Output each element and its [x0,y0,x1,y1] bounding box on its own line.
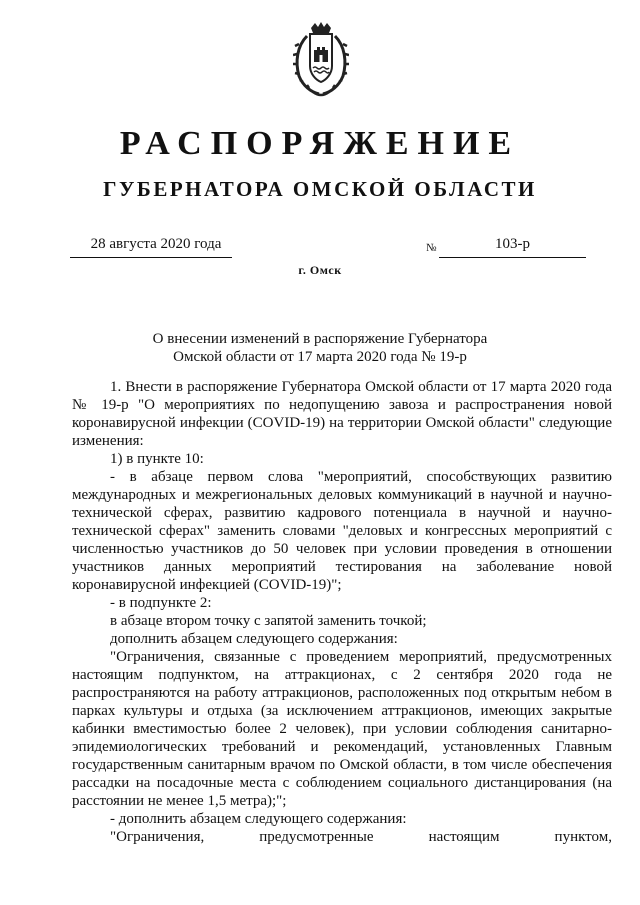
body-paragraph: 1. Внести в распоряжение Губернатора Омской области от 17 марта 2020 года № 19-р "О мероприятиях по недопущению завоза и распространения новой коронавирусной инфекции (COVID-19) на территории Омской области" следующие изменения: [72,379,612,449]
body-paragraph: 1) в пункте 10: [110,451,204,467]
document-number: 103-р [439,234,586,258]
document-city: г. Омск [298,263,342,277]
body-paragraph: - в подпункте 2: [110,595,212,611]
number-sign: № [426,242,437,254]
body-paragraph: "Ограничения, предусмотренные настоящим пунктом, [110,829,612,845]
body-paragraph: в абзаце втором точку с запятой заменить точкой; [110,613,427,629]
document-date: 28 августа 2020 года [70,234,232,258]
document-subject [0,330,640,366]
body-paragraph: дополнить абзацем следующего содержания: [110,631,398,647]
body-paragraph: - в абзаце первом слова "мероприятий, способствующих развитию международных и межрегиональных деловых коммуникаций в научной и научно-технической сферах, развитию кадрового потенциала в научной и научно-технической сферах" заменить словами "деловых и конгрессных мероприятий с численностью участников до 50 человек при условии проведения в отношении участников данных мероприятий тестирования на заболевание новой коронавирусной инфекцией (COVID-19)"; [72,469,612,593]
issuer-title: ГУБЕРНАТОРА ОМСКОЙ ОБЛАСТИ [103,177,537,201]
document-type-title: РАСПОРЯЖЕНИЕ [119,125,521,162]
subject-line: Омской области от 17 марта 2020 года № 19-р [173,349,467,365]
body-paragraph: "Ограничения, связанные с проведением мероприятий, предусмотренных настоящим подпунктом, на аттракционах, с 2 сентября 2020 года не распространяются на работу аттракционов, расположенных под открытым небом в парках культуры и отдыха (за исключением аттракционов, имеющих закрытые кабинки вместимостью более 2 человек), при условии соблюдения санитарно-эпидемиологических требований и рекомендаций, установленных Главным государственным санитарным врачом по Омской области, в том числе обеспечения рассадки на посадочные места с соблюдением социального дистанцирования (на расстоянии не менее 1,5 метра);"; [72,649,612,809]
coat-of-arms-emblem [293,22,349,98]
document-body [72,378,612,846]
subject-line: О внесении изменений в распоряжение Губернатора [152,331,488,347]
body-paragraph: - дополнить абзацем следующего содержания: [110,811,407,827]
